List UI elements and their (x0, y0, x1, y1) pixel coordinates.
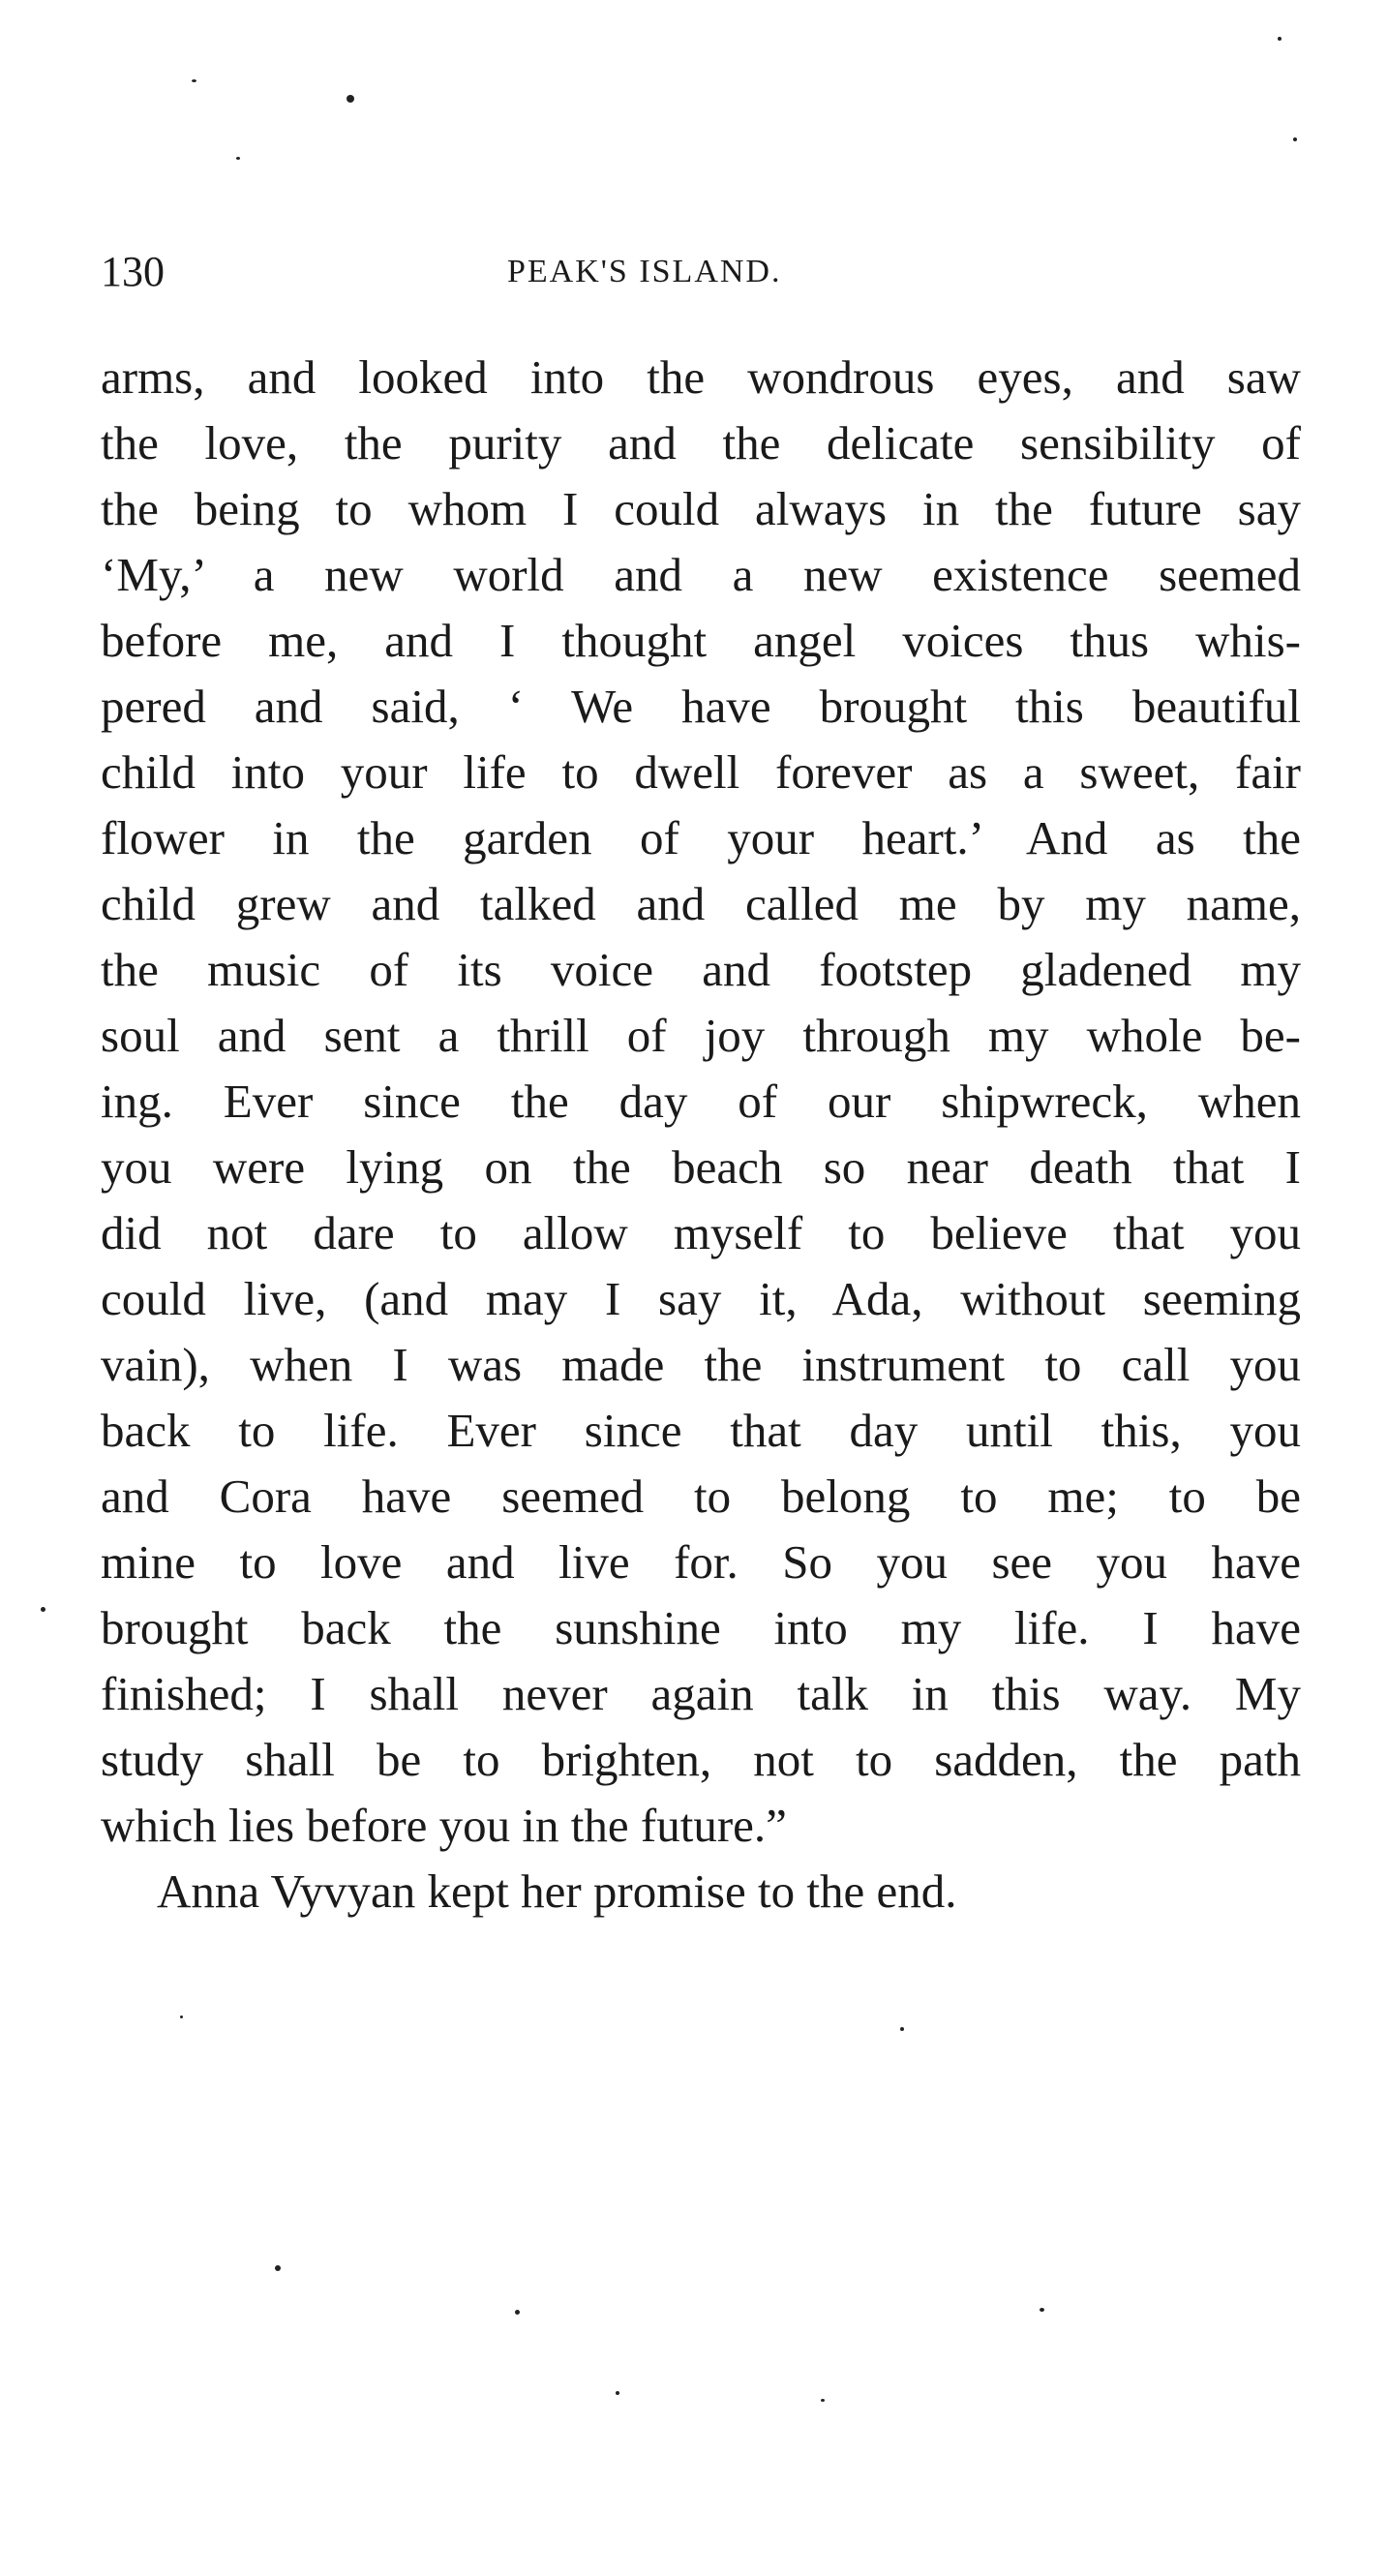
scan-speck (1293, 137, 1297, 141)
text-line: which lies before you in the future.” (101, 1799, 787, 1852)
scan-speck (236, 157, 240, 160)
text-line: Anna Vyvyan kept her promise to the end. (157, 1864, 957, 1918)
scan-speck (192, 79, 196, 82)
running-head (101, 238, 1301, 306)
text-line: soul and sent a thrill of joy through my whole be- (101, 1009, 1301, 1062)
text-line: study shall be to brighten, not to sadden, the path (101, 1733, 1301, 1786)
scan-speck (347, 95, 354, 103)
text-line: mine to love and live for. So you see you have (101, 1535, 1301, 1589)
text-line: the being to whom I could always in the future say (101, 482, 1301, 535)
text-line: you were lying on the beach so near death that I (101, 1140, 1301, 1194)
scan-speck (41, 1607, 45, 1612)
text-line: brought back the sunshine into my life. I have (101, 1601, 1301, 1654)
text-line: vain), when I was made the instrument to call you (101, 1338, 1301, 1391)
text-line: flower in the garden of your heart.’ And as the (101, 811, 1301, 864)
text-line: child grew and talked and called me by my name, (101, 877, 1301, 930)
body-text (101, 345, 1301, 1924)
page-number: 130 (101, 248, 165, 295)
text-line: and Cora have seemed to belong to me; to be (101, 1470, 1301, 1523)
text-line: could live, (and may I say it, Ada, without seeming (101, 1272, 1301, 1325)
scan-speck (1278, 37, 1281, 41)
scan-speck (180, 2015, 183, 2018)
paragraph-1 (101, 345, 1301, 1859)
text-line: pered and said, ‘ We have brought this beautiful (101, 680, 1301, 733)
text-line: back to life. Ever since that day until this, you (101, 1404, 1301, 1457)
text-line: did not dare to allow myself to believe that you (101, 1206, 1301, 1259)
text-line: the love, the purity and the delicate sensibility of (101, 416, 1301, 470)
text-line: finished; I shall never again talk in this way. My (101, 1667, 1301, 1720)
scan-speck (515, 2310, 520, 2315)
text-line: ing. Ever since the day of our shipwreck, when (101, 1075, 1301, 1128)
scan-speck (1040, 2308, 1044, 2312)
scan-speck (900, 2027, 904, 2031)
text-line: the music of its voice and footstep gladened my (101, 943, 1301, 996)
paragraph-2 (101, 1859, 1301, 1924)
scan-speck (616, 2391, 619, 2395)
running-title: PEAK'S ISLAND. (507, 254, 782, 289)
scan-speck (821, 2399, 825, 2402)
text-line: arms, and looked into the wondrous eyes, and saw (101, 350, 1301, 404)
text-line: child into your life to dwell forever as a sweet, fair (101, 745, 1301, 799)
text-line: ‘My,’ a new world and a new existence seemed (101, 548, 1301, 601)
text-line: before me, and I thought angel voices thus whis- (101, 614, 1301, 667)
scan-speck (275, 2265, 281, 2271)
